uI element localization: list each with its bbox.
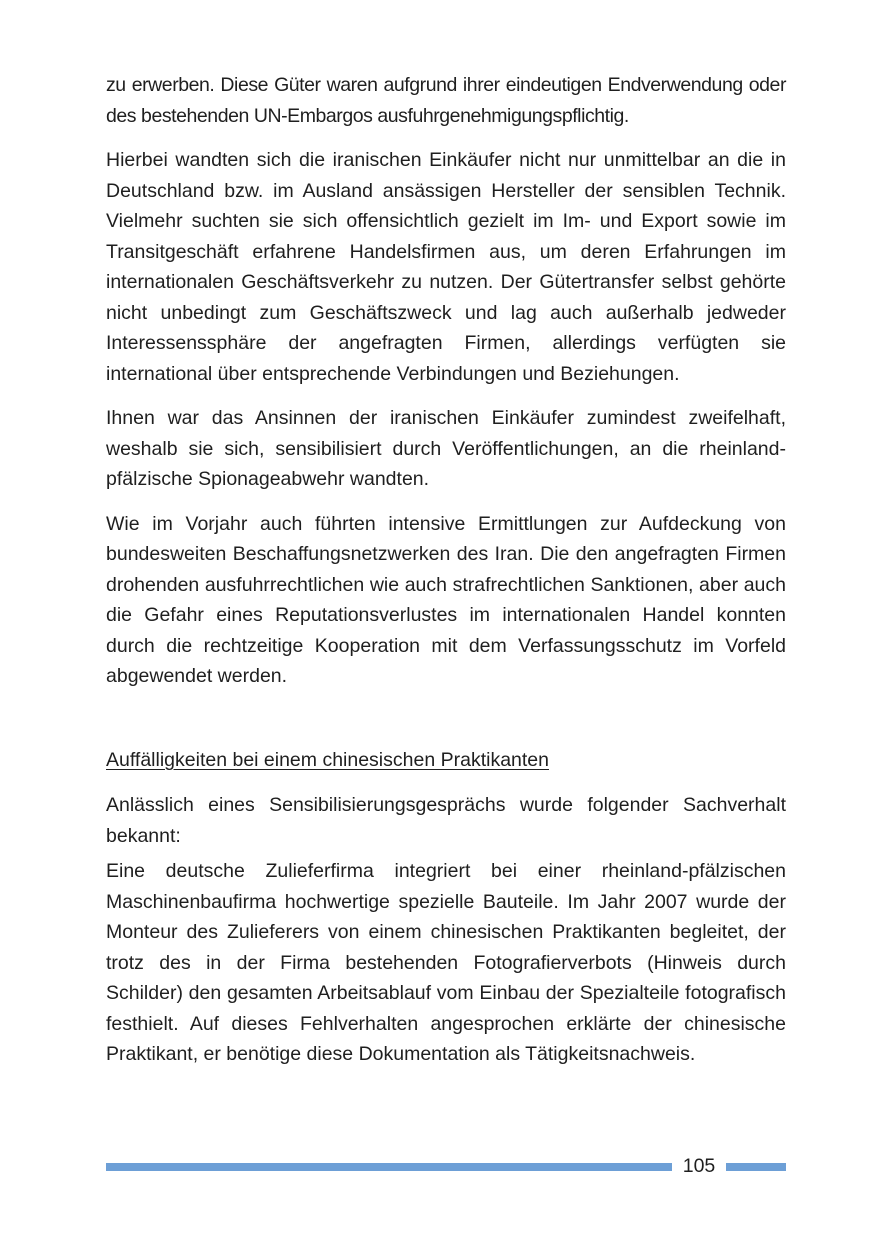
footer-bar-left [106, 1163, 672, 1171]
paragraph-2: Hierbei wandten sich die iranischen Einkäufer nicht nur unmittelbar an die in Deutschland bzw. im Ausland ansässigen Hersteller der sensiblen Technik. Vielmehr suchten sie sich offensichtlich gezielt im Im- und Export sowie im Transitgeschäft erfahrene Handelsfirmen aus, um deren Erfahrungen im internationalen Geschäftsverkehr zu nutzen. Der Gütertransfer selbst gehörte nicht unbedingt zum Geschäftszweck und lag auch außerhalb jedweder Interessenssphäre der angefragten Firmen, allerdings verfügten sie international über entsprechende Verbindungen und Beziehungen. [106, 149, 786, 385]
document-page [106, 70, 786, 1084]
paragraph-3: Ihnen war das Ansinnen der iranischen Einkäufer zumindest zweifelhaft, weshalb sie sich, sensibilisiert durch Veröffentlichungen, an die rheinlandpfälzische Spionageabwehr wandten. [106, 407, 786, 490]
section-heading: Auffälligkeiten bei einem chinesischen Praktikanten [106, 748, 549, 771]
page-footer [106, 1152, 786, 1180]
paragraph-4: Wie im Vorjahr auch führten intensive Ermittlungen zur Aufdeckung von bundesweiten Beschaffungsnetzwerken des Iran. Die den angefragten Firmen drohenden ausfuhrrechtlichen wie auch strafrechtlichen Sanktionen, aber auch die Gefahr eines Reputationsverlustes im internationalen Handel konnten durch die rechtzeitige Kooperation mit dem Verfassungsschutz im Vorfeld abgewendet werden. [106, 512, 786, 687]
page-number: 105 [682, 1155, 716, 1177]
section-paragraph-1: Anlässlich eines Sensibilisierungsgesprächs wurde folgender Sachverhalt bekannt: [106, 794, 786, 847]
footer-bar-right [726, 1163, 786, 1171]
section-paragraph-2: Eine deutsche Zulieferfirma integriert bei einer rheinland-pfälzischen Maschinenbaufirma hochwertige spezielle Bauteile. Im Jahr 2007 wurde der Monteur des Zulieferers von einem chinesischen Praktikanten begleitet, der trotz des in der Firma bestehenden Fotografierverbots (Hinweis durch Schilder) den gesamten Arbeitsablauf vom Einbau der Spezialteile fotografisch festhielt. Auf dieses Fehlverhalten angesprochen erklärte der chinesische Praktikant, er benötige diese Dokumentation als Tätigkeitsnachweis. [106, 860, 786, 1065]
paragraph-1: zu erwerben. Diese Güter waren aufgrund ihrer eindeutigen Endverwendung oder des bestehenden UN-Embargos ausfuhrgenehmigungspflichtig. [106, 74, 786, 127]
